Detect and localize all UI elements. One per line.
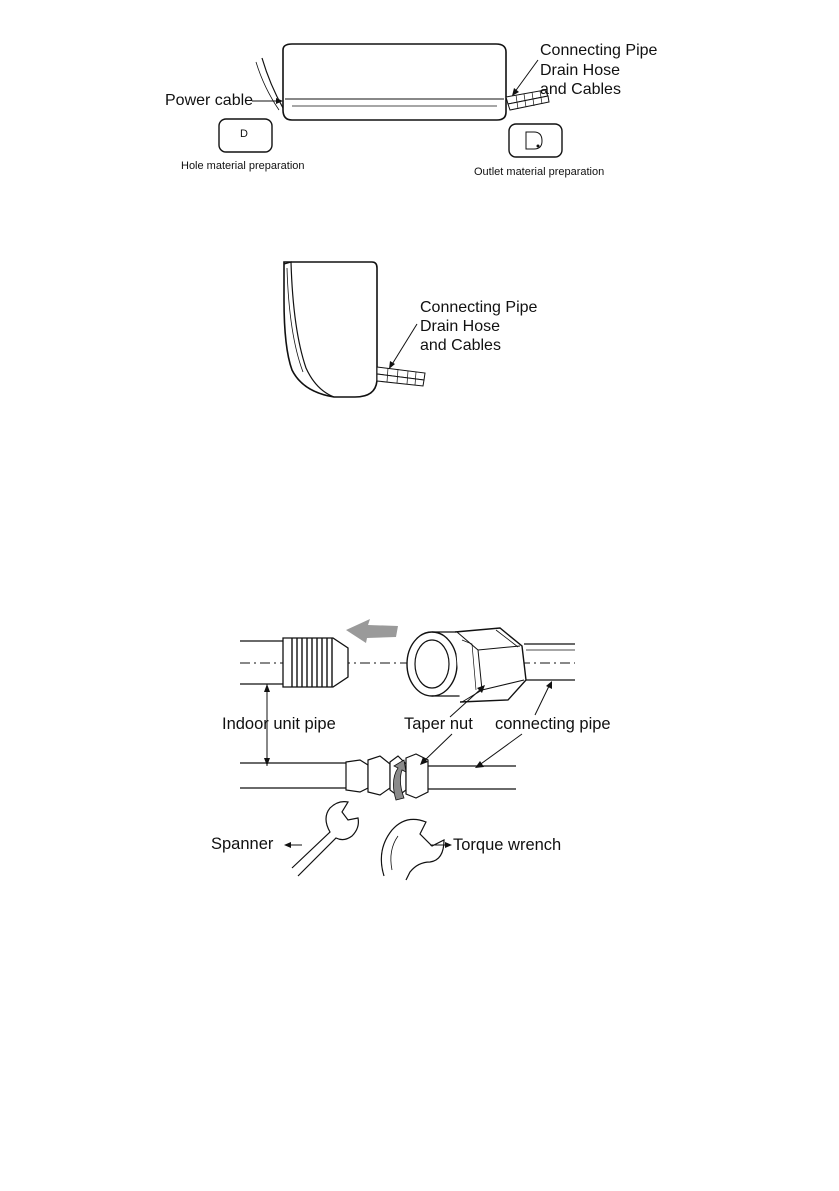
side-connecting-label-line2: Drain Hose (420, 318, 501, 335)
spanner-label: Spanner (211, 835, 274, 853)
hole-symbol: D (240, 128, 248, 140)
direction-arrow (346, 619, 398, 643)
indoor-unit-pipe-label: Indoor unit pipe (222, 715, 336, 733)
connecting-label-line2: Drain Hose (540, 62, 621, 79)
connecting-pipe-pointer-1 (535, 684, 550, 715)
assembled-joint (346, 754, 428, 800)
outlet-material-icon (509, 124, 562, 157)
connecting-pipe-pointer (514, 60, 538, 93)
connecting-pipe-label: connecting pipe (495, 715, 611, 733)
figure-pipe-connection (0, 610, 839, 890)
hole-material-caption: Hole material preparation (181, 160, 305, 172)
outlet-material-caption: Outlet material preparation (474, 166, 605, 178)
connecting-label-line3: and Cables (540, 81, 621, 98)
spanner-icon (284, 802, 358, 876)
side-pipe-bundle (377, 367, 425, 386)
taper-nut-upper (407, 628, 526, 702)
side-connecting-label-line3: and Cables (420, 337, 501, 354)
power-cable-label: Power cable (165, 92, 254, 109)
figure-indoor-unit-front (0, 0, 839, 200)
taper-nut-pointer-2 (423, 734, 452, 762)
side-connecting-label-line1: Connecting Pipe (420, 299, 538, 316)
indoor-unit-side-body (284, 262, 377, 397)
taper-nut-label: Taper nut (404, 715, 473, 733)
connecting-pipe-pointer-2 (478, 734, 522, 766)
torque-wrench-icon (381, 819, 452, 880)
indoor-unit-body (283, 44, 506, 120)
torque-wrench-label: Torque wrench (453, 836, 562, 854)
side-connecting-pointer (391, 324, 417, 366)
connecting-label-line1: Connecting Pipe (540, 42, 658, 59)
indoor-unit-pipe-flare (283, 638, 348, 687)
